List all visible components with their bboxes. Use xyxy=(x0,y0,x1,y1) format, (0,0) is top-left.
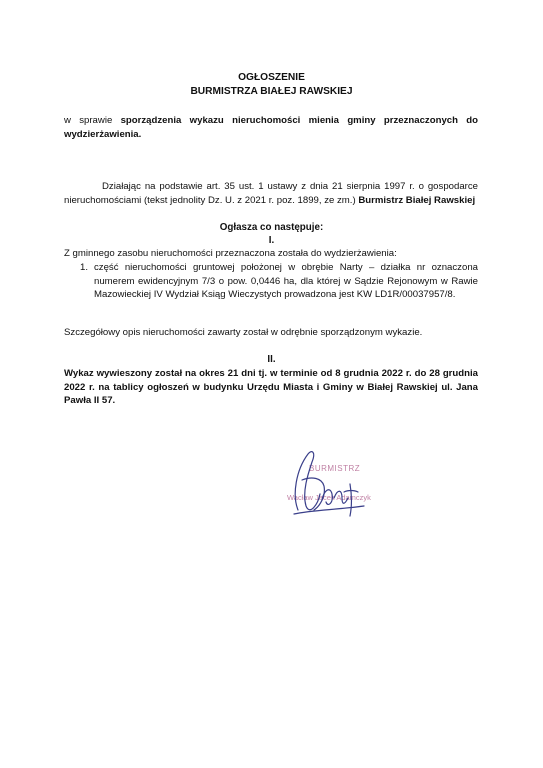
legal-basis-paragraph xyxy=(64,180,478,207)
stamp-title: BURMISTRZ xyxy=(309,464,361,473)
signature-image xyxy=(272,440,392,530)
details-note: Szczegółowy opis nieruchomości zawarty został w odrębnie sporządzonym wykazie. xyxy=(64,327,423,338)
intro-prefix: w sprawie xyxy=(64,115,121,126)
list-item xyxy=(64,261,478,302)
list-item-text: część nieruchomości gruntowej położonej w obrębie Narty – działka nr oznaczona numerem ewidencyjnym 7/3 o pow. 0,0446 ha, dla której w Sądzie Rejonowym w Rawie Mazowieckiej IV Wydział Ksiąg Wieczystych prowadzona jest KW LD1R/00037957/8. xyxy=(94,262,478,301)
legal-basis-text: Działając na podstawie art. 35 ust. 1 ustawy z dnia 21 sierpnia 1997 r. o gospodarce nieruchomościami (tekst jednolity Dz. U. z 2021 r. poz. 1899, ze zm.) xyxy=(64,181,478,206)
section-numeral-2: II. xyxy=(267,354,276,365)
document-subtitle: BURMISTRZA BIAŁEJ RAWSKIEJ xyxy=(190,86,353,97)
intro-paragraph xyxy=(64,114,478,141)
intro-subject: sporządzenia wykazu nieruchomości mienia gminy przeznaczonych do wydzierżawienia. xyxy=(64,115,478,140)
document-title: OGŁOSZENIE xyxy=(238,72,305,83)
section1-lead: Z gminnego zasobu nieruchomości przeznaczona została do wydzierżawienia: xyxy=(64,248,397,259)
posting-paragraph: Wykaz wywieszony został na okres 21 dni tj. w terminie od 8 grudnia 2022 r. do 28 grudnia 2022 r. na tablicy ogłoszeń w budynku Urzędu Miasta i Gminy w Białej Rawskiej ul. Jana Pawła II 57. xyxy=(64,368,478,407)
section-heading: Ogłasza co następuje: xyxy=(219,222,324,233)
legal-basis-authority: Burmistrz Białej Rawskiej xyxy=(358,194,476,206)
stamp-name: Wacław Jacek Adamczyk xyxy=(287,493,371,502)
property-list xyxy=(64,261,478,302)
list-item-number: 1. xyxy=(80,262,89,273)
section-numeral-1: I. xyxy=(268,235,275,246)
